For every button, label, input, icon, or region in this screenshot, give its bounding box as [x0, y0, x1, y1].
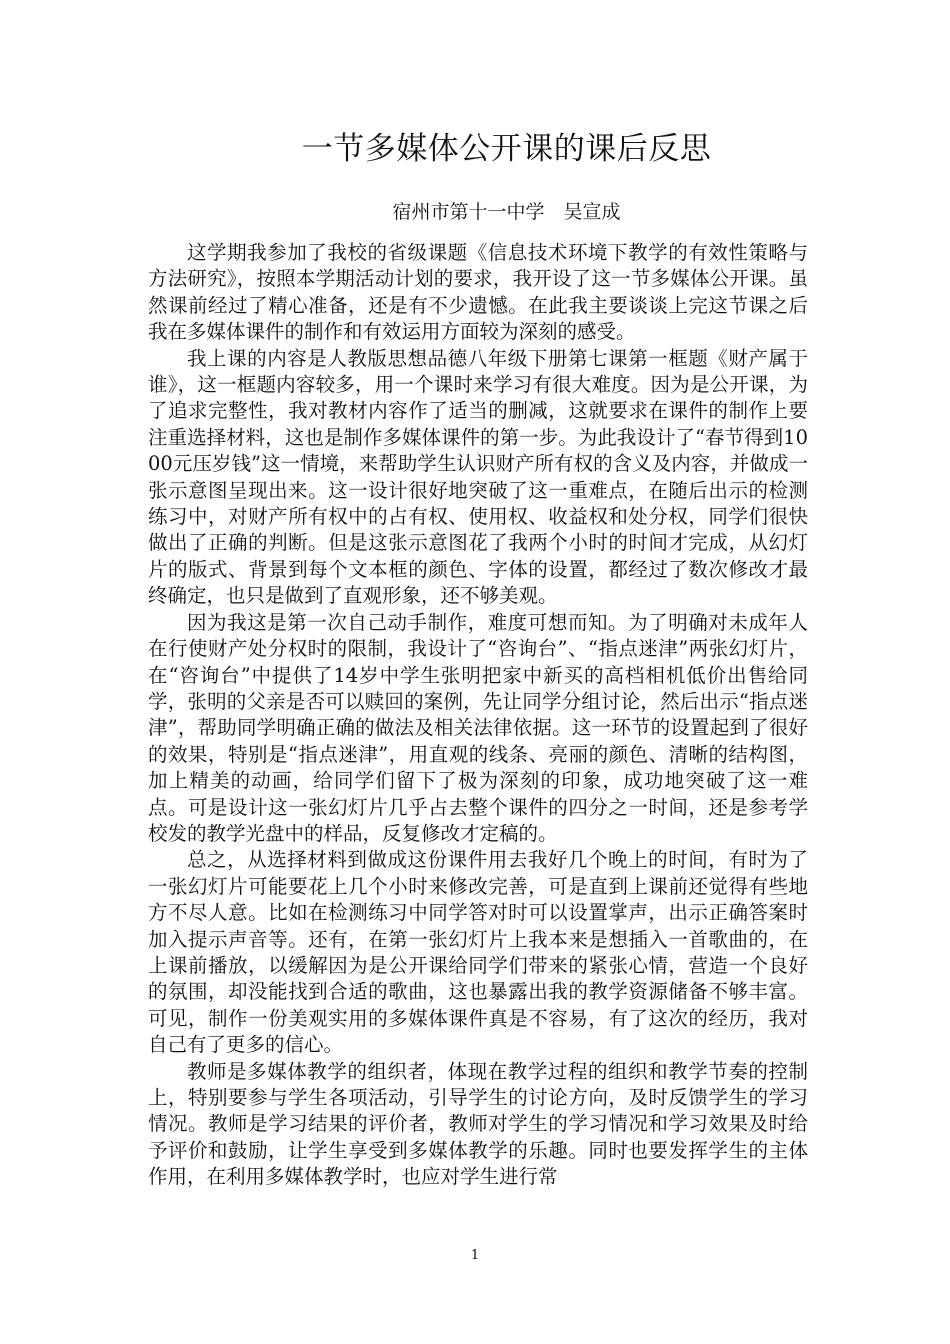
- author-line: 宿州市第十一中学 吴宣成: [392, 201, 621, 223]
- paragraph-3: 因为我这是第一次自己动手制作，难度可想而知。为了明确对未成年人在行使财产处分权时的限制，我设计了“咨询台”、“指点迷津”两张幻灯片，在“咨询台”中提供了14岁中学生张明把家中新买的高档相机低价出售给同学，张明的父亲是否可以赎回的案例，先让同学分组讨论，然后出示“指点迷津”，帮助同学明确正确的做法及相关法律依据。这一环节的设置起到了很好的效果，特别是“指点迷津”，用直观的线条、亮丽的颜色、清晰的结构图，加上精美的动画，给同学们留下了极为深刻的印象，成功地突破了这一难点。可是设计这一张幻灯片几乎占去整个课件的四分之一时间，还是参考学校发的教学光盘中的样品，反复修改才定稿的。: [148, 610, 808, 845]
- paragraph-1: 这学期我参加了我校的省级课题《信息技术环境下教学的有效性策略与方法研究》，按照本学期活动计划的要求，我开设了这一节多媒体公开课。虽然课前经过了精心准备，还是有不少遗憾。在此我主要谈谈上完这节课之后我在多媒体课件的制作和有效运用方面较为深刻的感受。: [148, 241, 808, 344]
- paragraph-5: 教师是多媒体教学的组织者，体现在教学过程的组织和教学节奏的控制上，特别要参与学生各项活动，引导学生的讨论方向，及时反馈学生的学习情况。教师是学习结果的评价者，教师对学生的学习情况和学习效果及时给予评价和鼓励，让学生享受到多媒体教学的乐趣。同时也要发挥学生的主体作用，在利用多媒体教学时，也应对学生进行常: [148, 1059, 808, 1189]
- document-title: 一节多媒体公开课的课后反思: [301, 131, 712, 167]
- paragraph-4: 总之，从选择材料到做成这份课件用去我好几个晚上的时间，有时为了一张幻灯片可能要花上几个小时来修改完善，可是直到上课前还觉得有些地方不尽人意。比如在检测练习中同学答对时可以设置掌声，出示正确答案时加入提示声音等。还有，在第一张幻灯片上我本来是想插入一首歌曲的，在上课前播放，以缓解因为是公开课给同学们带来的紧张心情，营造一个良好的氛围，却没能找到合适的歌曲，这也暴露出我的教学资源储备不够丰富。可见，制作一份美观实用的多媒体课件真是不容易，有了这次的经历，我对自己有了更多的信心。: [148, 848, 808, 1057]
- paragraph-2: 我上课的内容是人教版思想品德八年级下册第七课第一框题《财产属于谁》，这一框题内容较多，用一个课时来学习有很大难度。因为是公开课，为了追求完整性，我对教材内容作了适当的删减，这就要求在课件的制作上要注重选择材料，这也是制作多媒体课件的第一步。为此我设计了“春节得到1000元压岁钱”这一情境，来帮助学生认识财产所有权的含义及内容，并做成一张示意图呈现出来。这一设计很好地突破了这一重难点，在随后出示的检测练习中，对财产所有权中的占有权、使用权、收益权和处分权，同学们很快做出了正确的判断。但是这张示意图花了我两个小时的时间才完成，从幻灯片的版式、背景到每个文本框的颜色、字体的设置，都经过了数次修改才最终确定，也只是做到了直观形象，还不够美观。: [148, 346, 808, 608]
- page-number: 1: [470, 1248, 480, 1263]
- document-body: [148, 240, 808, 1191]
